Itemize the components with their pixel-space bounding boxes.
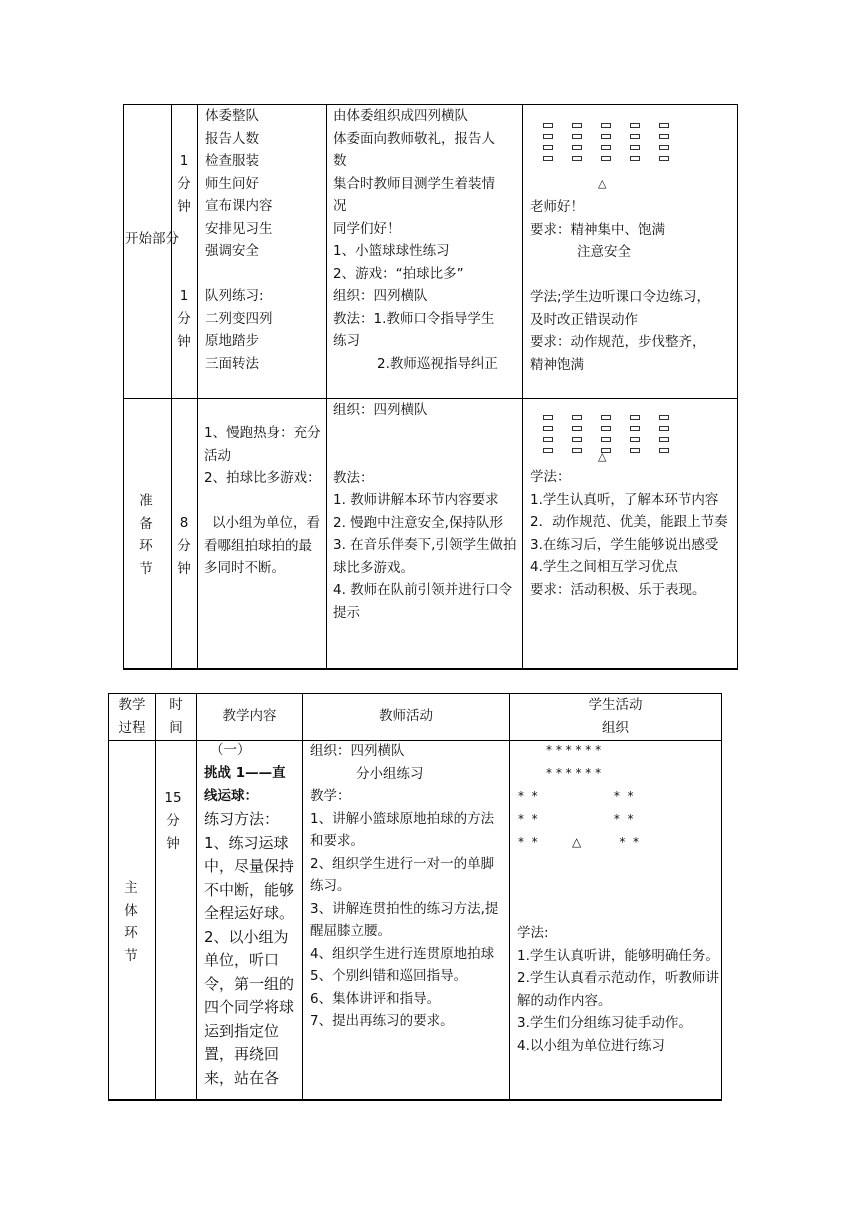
content-item: 宣布课内容 (205, 198, 273, 214)
teacher-line: 组织：四列横队 (333, 402, 428, 418)
teacher-line: 集合时教师目测学生着装情 (333, 175, 495, 192)
time-label: 1分钟 (177, 288, 191, 350)
content-item: 强调安全 (205, 243, 259, 259)
time-label: 1分钟 (177, 153, 191, 215)
content-intro: （一） (210, 742, 251, 758)
content-item: 三面转法 (205, 355, 259, 372)
teacher-line: 4、组织学生进行连贯原地拍球 (310, 945, 495, 962)
student-line: 要求：动作规范，步伐整齐， (530, 334, 706, 350)
student-line: 2．动作规范、优美，能跟上节奏 (530, 514, 728, 530)
formation-row: * * * * * * (546, 743, 602, 757)
formation-row: * * * * (518, 812, 634, 826)
teacher-line: 组织：四列横队 (310, 743, 405, 759)
teacher-triangle-icon: △ (598, 177, 607, 190)
student-line: 4.学生之间相互学习优点 (530, 559, 678, 575)
phase-label: 主体环节 (124, 880, 138, 964)
content-item: 原地踏步 (205, 333, 259, 349)
content-item: 安排见习生 (205, 220, 273, 237)
student-activity (517, 922, 719, 1057)
student-line: 4.以小组为单位进行练习 (517, 1037, 665, 1054)
content-item: 2、拍球比多游戏： (204, 470, 321, 486)
student-line: 学法: (517, 925, 549, 941)
student-line: 2.学生认真看示范动作，听教师讲解的动作内容。 (517, 970, 719, 1009)
teacher-line: 1. 教师讲解本环节内容要求 (333, 492, 499, 508)
content-item: 师生问好 (205, 175, 259, 192)
teacher-line: 1、讲解小篮球原地拍球的方法和要求。 (310, 810, 495, 849)
teacher-line: 练习 (333, 333, 360, 349)
teacher-line: 况 (333, 198, 347, 214)
teacher-triangle-icon: △ (598, 450, 607, 463)
teacher-line: 4. 教师在队前引领并进行口令提示 (333, 582, 513, 621)
header-process: 教学过程 (118, 697, 146, 736)
content-item: 报告人数 (205, 130, 259, 147)
teacher-line: 3、讲解连贯拍性的练习方法,提醒屈膝立腰。 (310, 900, 499, 939)
content-item: 检查服装 (205, 153, 259, 169)
phase-label: 开始部分 (125, 231, 179, 247)
student-line: 学法： (530, 469, 571, 485)
teacher-line (333, 422, 519, 467)
teacher-line: 2. 慢跑中注意安全,保持队形 (333, 514, 503, 531)
teacher-line: 教法： (333, 469, 374, 486)
teacher-line: 教法：1.教师口令指导学生 (333, 310, 495, 327)
content-list (205, 105, 323, 375)
header-organization: 组织 (602, 720, 629, 736)
header-time: 时间 (169, 697, 183, 736)
teacher-line: 同学们好！ (333, 220, 401, 237)
student-line: 要求：活动积极、乐于表现。 (530, 581, 706, 598)
teacher-line: 7、提出再练习的要求。 (310, 1013, 454, 1029)
student-activity (530, 466, 736, 601)
student-line: 1.学生认真听，了解本环节内容 (530, 491, 719, 508)
content-item: 二列变四列 (205, 310, 273, 327)
header-teacher: 教师活动 (379, 708, 433, 724)
teacher-line: 由体委组织成四列横队 (333, 108, 468, 124)
student-line: 1.学生认真听讲，能够明确任务。 (517, 947, 719, 964)
student-activity (530, 196, 736, 376)
teacher-activity (333, 399, 519, 624)
teacher-activity (310, 740, 507, 1033)
student-line: 3.学生们分组练习徒手动作。 (517, 1015, 692, 1031)
time-label: 8分钟 (177, 515, 191, 577)
student-line: 注意安全 (577, 244, 631, 260)
content-item: 队列练习: (205, 288, 264, 304)
teacher-line: 1、小篮球球性练习 (333, 243, 450, 259)
teacher-line: 体委面向教师敬礼，报告人 (333, 130, 495, 147)
formation-diagram (543, 116, 688, 160)
teacher-line: 数 (333, 153, 347, 169)
formation-diagram (543, 408, 688, 452)
content-item: 体委整队 (205, 108, 259, 124)
teacher-line: 2、组织学生进行一对一的单脚练习。 (310, 855, 495, 894)
formation-row: * * △ * * (518, 835, 639, 849)
teacher-line: 教学： (310, 788, 351, 804)
header-student: 学生活动 (588, 697, 643, 713)
student-line: 老师好！ (530, 199, 584, 215)
content-item (205, 263, 323, 286)
time-label: 15分钟 (164, 790, 182, 852)
teacher-activity (333, 105, 521, 375)
student-line (530, 264, 736, 287)
student-line: 及时改正错误动作 (530, 311, 638, 328)
content-body: 练习方法：1、练习运球中，尽量保持不中断，能够全程运好球。2、以小组为单位，听口令，第一组的四个同学将球运到指定位置，再绕回来，站在各 (204, 810, 295, 1087)
content-title: 挑战 1——直线运球： (204, 765, 286, 804)
student-line: 学法;学生边听课口令边练习， (530, 289, 711, 305)
teacher-line: 2、游戏：“拍球比多” (333, 265, 464, 282)
teacher-line: 3. 在音乐伴奏下,引领学生做拍球比多游戏。 (333, 537, 517, 576)
student-line: 要求：精神集中、饱满 (530, 221, 665, 238)
student-line: 精神饱满 (530, 356, 584, 373)
teacher-line: 6、集体讲评和指导。 (310, 990, 441, 1007)
phase-label: 准备环节 (139, 493, 153, 577)
content-item: 以小组为单位，看看哪组拍球拍的最多同时不断。 (204, 515, 320, 576)
formation-row: * * * * (518, 789, 634, 803)
teacher-line: 分小组练习 (356, 765, 424, 782)
formation-row: * * * * * * (546, 766, 602, 780)
teacher-line: 2.教师巡视指导纠正 (377, 355, 498, 372)
teacher-line: 组织：四列横队 (333, 288, 428, 304)
student-line: 3.在练习后，学生能够说出感受 (530, 536, 719, 553)
teacher-line: 5、个别纠错和巡回指导。 (310, 968, 468, 984)
content-item: 1、慢跑热身：充分活动 (204, 425, 321, 464)
header-content: 教学内容 (222, 708, 277, 724)
